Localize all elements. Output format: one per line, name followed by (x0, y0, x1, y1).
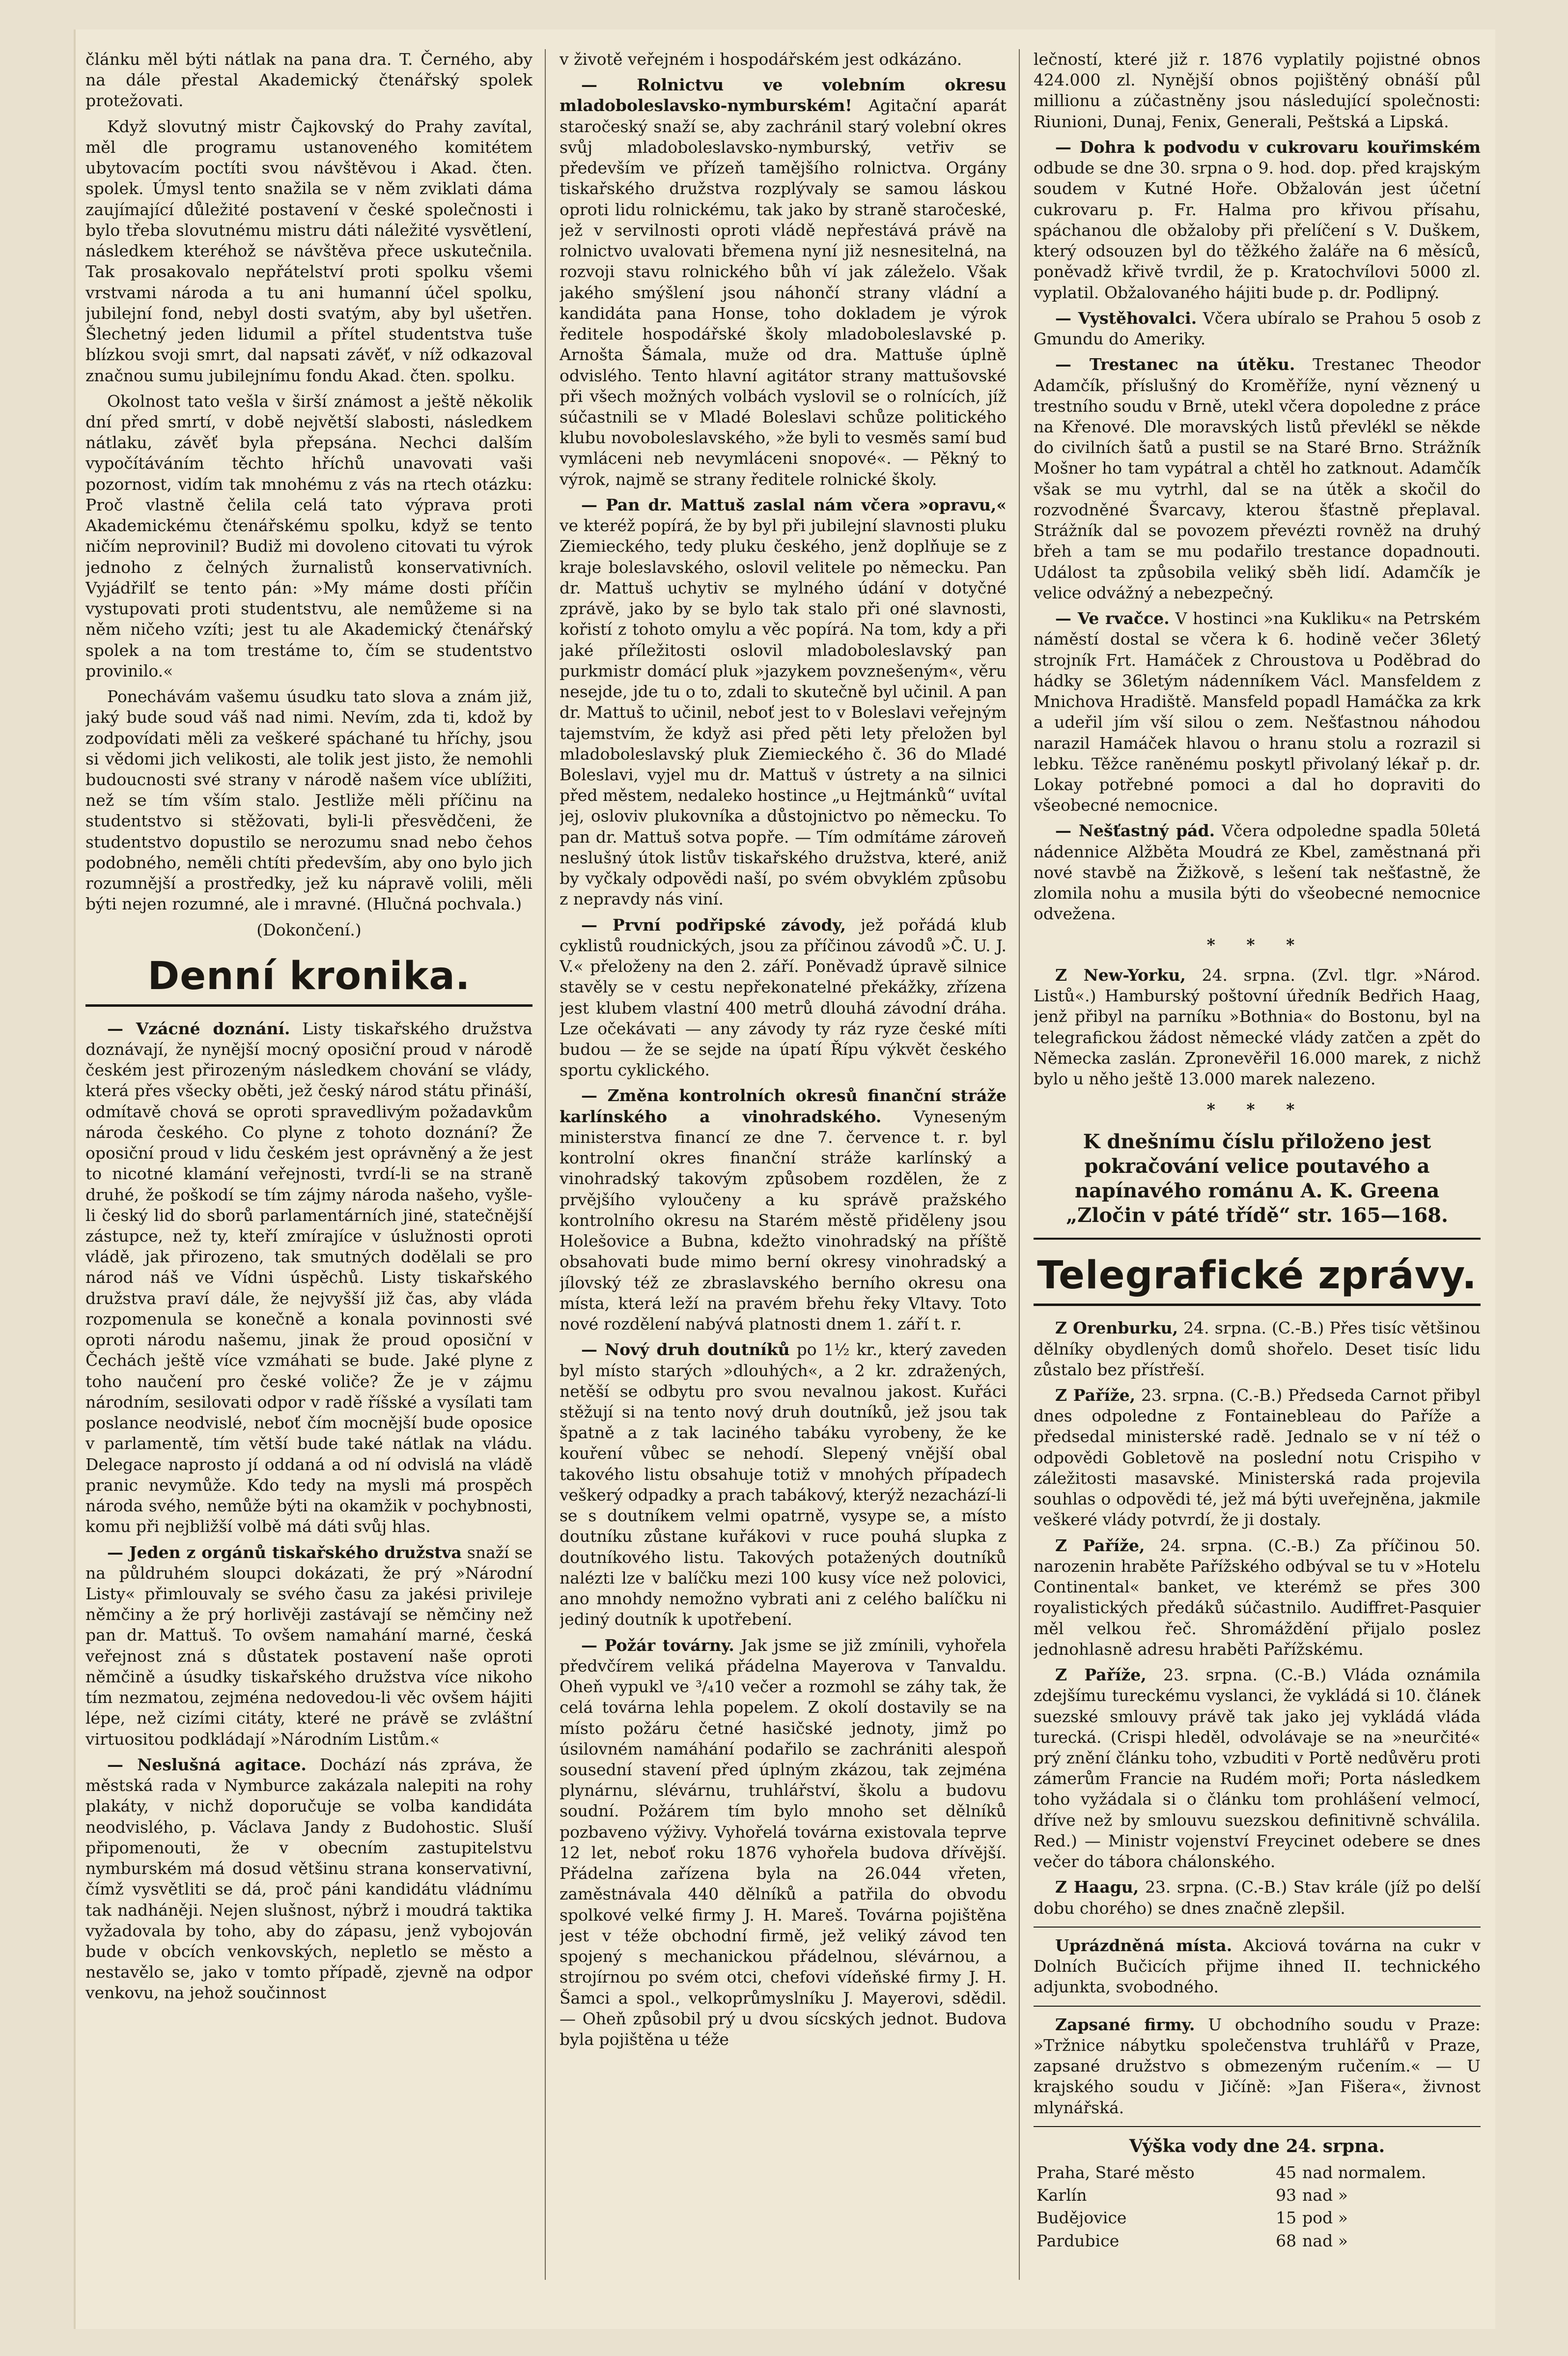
telegram-origin: Z Paříže, (1055, 1665, 1147, 1685)
telegram-body: 23. srpna. (C.-B.) Vláda oznámila zdejšímu tureckému vyslanci, že vykládá si 10. článek suezské smlouvy právě tak jako jej vykládá vláda turecká. (Crispi hleděl, odvolávaje se na »neurčité« prý znění článku toho, vzbuditi v Portě nedůvěru proti zámerům Francie na Rudém moři; Porta následkem toho vyžádala si o článku tom prohlášení velmocí, dříve než by smlouvu suezskou definitivně schválila. Red.) — Ministr vojenství Freycinet odebere se dnes večer do tábora chálonského. (1034, 1665, 1481, 1872)
news-headline: — Rolnictvu ve volebním okresu mladoboleslavsko-nymburském! (560, 75, 1007, 115)
news-item (85, 1019, 532, 1537)
section-title-denni-kronika: Denní kronika. (147, 954, 471, 998)
newspaper-page (74, 29, 1495, 2329)
telegram-body: 24. srpna. (C.-B.) Za příčinou 50. narozenin hraběte Pařížského odbýval se tu v »Hotelu Continental« banket, ve kterémž se přes 300 royalistických předáků súčastnilo. Audiffret-Pasquier měl velkou řeč. Shromáždění přijalo poslez jednohlasně adresu hraběti Pařížskému. (1034, 1535, 1481, 1659)
water-place: Pardubice (1036, 2231, 1120, 2250)
news-body: V hostinci »na Kukliku« na Petrském náměstí dostal se včera k 6. hodině večer 36letý strojník Frt. Hamáček z Chroustova u Poděbrad do hádky se 36letým nádenníkem Václ. Mansfeldem z Mnichova Hradiště. Mansfeld popadl Hamáčka za krk a udeřil jím vší silou o zem. Nešťastnou náhodou narazil Hamáček hlavou o hranu stolu a rozrazil si lebku. Těžce raněnému poskytl přivolaný lékař p. dr. Lokay potřebné pomoci a dal ho dopraviti do všeobecné nemocnice. (1034, 609, 1481, 815)
news-body: po 1½ kr., který zaveden byl místo starých »dlouhých«, a 2 kr. zdražených, netěší se odbytu pro svou nevalnou jakost. Kuřáci stěžují si na tento nový druh doutníků, jež jsou tak špatně a z tak laciného tabáku vyrobeny, že ke kouření vůbec se nehodí. Slepený vnější obal takového listu obsahuje totiž v mnohých případech veškerý odpadky a prach tabákový, kterýž nezachází-li se s doutníkem velmi opatrně, vysype se, a místo doutníku zůstane kuřákovi v ruce pouhá slupka z doutníkového listu. Takových potažených doutníků nalézti lze v balíčku mezi 100 kusy více než polovici, ano mnohdy nemožno vybrati ani z celého balíčku ni jediný doutník k upotřebení. (560, 1340, 1007, 1629)
column-rule (1019, 49, 1020, 2280)
water-note: nad » (1302, 2186, 1348, 2205)
news-item (1034, 965, 1481, 1089)
news-item (85, 1542, 532, 1750)
section-stars: * * * (1206, 1100, 1308, 1119)
paragraph: Okolnost tato vešla v širší známost a ještě několik dní před smrtí, v době největší slabosti, následkem nátlaku, závěť byla přepsána. Nechci dalším vypočítáváním těchto hříchů unavovati vaši pozornost, vidím tak mnohému z vás na rtech otázku: Proč vlastně čelila celá tato výprava proti Akademickému čtenářskému spolku, když se tento ničím neprovinil? Budiž mi dovoleno citovati tu výrok jednoho z čelných žurnalistů konservativních. Vyjádřilť se tento pán: »My máme dosti příčin vystupovati proti studentstvu, ale nemůžeme si na něm ničeho vzíti; jest tu ale Akademický čtenářský spolek a na tom trestáme to, čím se studentstvo provinilo.« (85, 391, 532, 681)
news-body: Vyneseným ministerstva financí ze dne 7. července t. r. byl kontrolní okres finanční stráže karlínský a vinohradský takovým způsobem rozdělen, že z prvějšího vyloučeny a ku správě pražského kontrolního okresu na Starém městě přiděleny jsou Holešovice a Bubna, kdežto vinohradský na příště obsahovati bude mimo berní okresy vinohradský a jílovský též ze zbraslavského berního okresu ona místa, která leží na pravém břehu řeky Vltavy. Toto nové rozdělení nabývá platnosti dnem 1. září t. r. (560, 1107, 1007, 1334)
news-headline: — Jeden z orgánů tiskařského družstva (107, 1542, 462, 1562)
water-note: nad » (1302, 2231, 1348, 2250)
news-item (1034, 308, 1481, 349)
telegram-item (1034, 1318, 1481, 1380)
classified-body: Akciová továrna na cukr v Dolních Bučicích přijme ihned II. technického adjunkta, svobodného. (1034, 1935, 1481, 1997)
water-level-table (1034, 2161, 1481, 2252)
news-item (560, 495, 1007, 910)
telegram-body: 24. srpna. (C.-B.) Přes tisíc většinou dělníky obydlených domů shořelo. Deset tisíc lidu zůstalo bez přístřeší. (1034, 1318, 1481, 1379)
news-item (560, 1085, 1007, 1334)
divider (1034, 1238, 1481, 1240)
classified-body: U obchodního soudu v Praze: »Tržnice nábytku společenstva truhlářů v Praze, zapsané družstvo s obmezeným ručením.« — U krajského soudu v Jičíně: »Jan Fišera«, živnost mlynářská. (1034, 2015, 1481, 2117)
classified-item (1034, 1935, 1481, 1998)
news-body: snaží se na půldruhém sloupci dokázati, že prý »Národní Listy« přimlouvaly se svého času za jakési privileje němčiny a že prý horlivěji zastávají se němčiny než pan dr. Mattuš. To ovšem namahání marné, česká veřejnost zná s důstatek postavení naše oproti němčině a úsudky tiskařského družstva více nikoho tím nezmatou, zejména nedovedou-li věc ovšem hájiti lépe, než cizími citáty, které ne právě se zvláštní virtuositou podkládají »Národním Listům.« (85, 1542, 532, 1749)
telegram-item (1034, 1535, 1481, 1660)
table-row (1034, 2230, 1481, 2252)
water-note: nad normalem. (1302, 2162, 1427, 2182)
news-body: odbude se dne 30. srpna o 9. hod. dop. před krajským soudem v Kutné Hoře. Obžalován jest účetní cukrovaru p. Fr. Halma pro křivou přísahu, spáchanou dle obžaloby při přelíčení s V. Duškem, který odsouzen byl do těžkého žaláře na 6 měsíců, poněvadž křivě tvrdil, že p. Kratochvílovi 5000 zl. vyplatil. Obžalovaného hájiti bude p. dr. Podlipný. (1034, 158, 1481, 302)
news-item (1034, 354, 1481, 603)
news-headline: — Nešťastný pád. (1055, 821, 1215, 841)
paragraph: Ponechávám vašemu úsudku tato slova a znám již, jaký bude soud váš nad nimi. Nevím, zda ti, kdož by zodpovídati měli za veškeré spáchané tu hříchy, jsou si vědomi jich velikosti, ale tolik jest jisto, že nemohli budoucnosti své strany v národě našem více ublížiti, než se tím vším stalo. Jestliže měli příčinu na studentstvo si stěžovati, byli-li přesvědčeni, že studentstvo dopustilo se nerozumu snad nebo čehos podobného, neměli chtíti především, aby ono bylo jich rozumnější a prostředky, jež ku nápravě volili, měli býti nejen rozumné, ale i mravné. (Hlučná pochvala.) (85, 687, 532, 914)
news-headline: — Ve rvačce. (1055, 609, 1170, 628)
classified-headline: Zapsané firmy. (1055, 2015, 1195, 2034)
news-body: Včera odpoledne spadla 50letá nádennice Alžběta Moudrá ze Kbel, zaměstnaná při nové stavbě na Žižkově, s lešení tak nešťastně, že zlomila nohu a musila býti do všeobecné nemocnice odvežena. (1034, 821, 1481, 924)
divider (1034, 2006, 1481, 2007)
news-body: Dochází nás zpráva, že městská rada v Nymburce zakázala nalepiti na rohy plakáty, v nichž doporučuje se volba kandidáta neodvislého, p. Václava Jandy z Budohostic. Sluší připomenouti, že v obecním zastupitelstvu nymburském má dosud většinu strana konservativní, čímž vysvětliti se dá, proč páni kandidátu vládnímu tak nadháněji. Nejen slušnost, nýbrž i moudrá taktika vyžadovala by toho, aby do zápasu, jenž vybojován bude v obcích venkovských, nepletlo se město a nestavělo se, jako v tomto případě, zjevně na odpor venkovu, na jehož součinnost (85, 1755, 532, 2003)
water-note: pod » (1302, 2208, 1348, 2228)
news-headline: — Vystěhovalci. (1055, 308, 1197, 328)
table-row (1034, 2161, 1481, 2184)
news-body: 24. srpna. (Zvl. tlgr. »Národ. Listů«.) Hamburský poštovní úředník Bedřich Haag, jenž přibyl na parníku »Bothnia« do Bostonu, byl na telegrafickou žádost německé vlády zatčen a zpět do Německa zaslán. Zpronevěřil 16.000 marek, z nichž bylo u něho ještě 13.000 marek nalezeno. (1034, 965, 1481, 1089)
telegram-item (1034, 1385, 1481, 1531)
water-place: Karlín (1036, 2186, 1087, 2205)
news-item (560, 1635, 1007, 2050)
news-item (560, 1339, 1007, 1630)
water-place: Budějovice (1036, 2208, 1127, 2228)
column-right (1034, 49, 1481, 2252)
telegram-item (1034, 1877, 1481, 1918)
news-headline: — Pan dr. Mattuš zaslal nám včera »opravu,« (581, 495, 1007, 514)
paragraph: v životě veřejném i hospodářském jest odkázáno. (560, 50, 962, 69)
news-body: Trestanec Theodor Adamčík, příslušný do Kroměříže, nyní věznený u trestního soudu v Brně, utekl včera dopoledne z práce na Křenové. Dle moravských listů převlékl se někde do civilních šatů a pustil se na Staré Brno. Strážník Mošner ho tam vypátral a chtěl ho zatknout. Adamčík však se mu vytrhl, dal se na útěk a skočil do rozvodněné Švarcavy, kterou šťastně přeplaval. Strážník dal se povozem převézti rovněž na druhý břeh a tam se mu podařilo trestance dopadnouti. Událost ta způsobila veliký sběh lidí. Adamčík je velice odvážný a nebezpečný. (1034, 355, 1481, 602)
news-headline: — Trestanec na útěku. (1055, 355, 1295, 374)
news-headline: — První podřipské závody, (581, 915, 846, 935)
paragraph: článku měl býti nátlak na pana dra. T. Černého, aby na dále přestal Akademický čtenářský spolek protežovati. (85, 50, 532, 111)
news-headline: — Dohra k podvodu v cukrovaru kouřimském (1055, 137, 1481, 157)
telegram-origin: Z Haagu, (1055, 1877, 1139, 1897)
water-value: 68 (1276, 2231, 1297, 2250)
news-item (1034, 137, 1481, 303)
continued-note: (Dokončení.) (256, 920, 362, 939)
divider (1034, 1927, 1481, 1928)
news-item (1034, 608, 1481, 816)
classified-headline: Uprázdněná místa. (1055, 1935, 1232, 1955)
section-stars: * * * (1206, 935, 1308, 954)
news-item (85, 1755, 532, 2004)
water-value: 93 (1276, 2186, 1297, 2205)
water-value: 15 (1276, 2208, 1297, 2228)
section-rule (85, 1004, 532, 1007)
water-level-heading: Výška vody dne 24. srpna. (1129, 2135, 1385, 2157)
paragraph: lečností, které již r. 1876 vyplatily pojistné obnos 424.000 zl. Nynější obnos pojištěný obnáší půl millionu a zúčastněny jsou následující společnosti: Riunioni, Dunaj, Fenix, Generali, Peštská a Lipská. (1034, 50, 1481, 131)
news-body: Jak jsme se již zmínili, vyhořela předvčírem veliká přádelna Mayerova v Tanvaldu. Oheň vypukl ve ³/₄10 večer a rozmohl se záhy tak, že celá továrna lehla popelem. Z okolí dostavily se na místo požáru četné hasičské jednoty, jimž po úsilovném namáhání podařilo se zachrániti alespoň sousední stavení před úplným zkázou, tak zejména plynárnu, slévárnu, truhlářství, školu a budovu soudní. Požárem tím bylo mnoho set dělníků pozbaveno výživy. Vyhořelá továrna existovala teprve 12 let, neboť roku 1876 vyhořela budova dřívější. Přádelna zařízena byla na 26.044 vřeten, zaměstnávala 440 dělníků a patřila do obvodu spolkové velké firmy J. H. Mareš. Továrna pojištěna jest v téže obchodní firmě, jež veliký závod ten spojený s mechanickou přádelnou, slévárnou, a strojírnou po svém otci, chefovi vídeňské firmy J. H. Šamci a spol., velkoprůmyslníku J. Mayerovi, sdědil. — Oheň způsobil prý u dvou sícských jednot. Budova byla pojištěna u téže (560, 1635, 1007, 2049)
column-left (85, 49, 532, 2009)
telegram-body: 23. srpna. (C.-B.) Stav krále (jíž po delší dobu chorého) se dnes značně zlepšil. (1034, 1877, 1481, 1918)
classified-item (1034, 2015, 1481, 2118)
water-place: Praha, Staré město (1036, 2162, 1195, 2182)
section-rule (1034, 1304, 1481, 1306)
column-rule (545, 49, 546, 2280)
table-row (1034, 2184, 1481, 2207)
news-headline: Z New-Yorku, (1055, 965, 1186, 985)
news-headline: — Požár továrny. (581, 1635, 734, 1655)
news-body: jež pořádá klub cyklistů roudnických, jsou za příčinou závodů »Č. U. J. V.« přeloženy na den 2. září. Poněvadž úpravě silnice stavěly se v cestu nepřekonatelné překážky, zřízena jest klubem vlastní 400 metrů dlouhá závodní dráha. Lze očekávati — any závody ty ráz ryze české míti budou — že se sejde na úpatí Řípu výkvět českého sportu cyklického. (560, 915, 1007, 1080)
news-item (560, 915, 1007, 1081)
news-item (560, 75, 1007, 490)
paragraph: Když slovutný mistr Čajkovský do Prahy zavítal, měl dle programu ustanoveného komitétem ubytovacím poctíti svou návštěvou i Akad. čten. spolek. Úmysl tento snažila se v něm zviklati dáma zaujímající důležité postavení v české společnosti i bylo třeba slovutnému mistru dáti náležité vysvětlení, následkem kteréhož se návštěva přece uskutečnila. Tak prosakovalo nepřátelství proti spolku všemi vrstvami národa a tu ani humanní účel spolku, jubilejní fond, nebyl dosti svatým, aby byl ušetřen. Šlechetný jeden lidumil a přítel studentstva tuše blízkou svoji smrt, dal napsati závěť, v níž odkazoval značnou sumu jubilejnímu fondu Akad. čten. spolku. (85, 116, 532, 385)
news-item (1034, 821, 1481, 924)
news-headline: — Vzácné doznání. (107, 1019, 290, 1038)
section-title-telegraficke-zpravy: Telegrafické zprávy. (1037, 1253, 1477, 1298)
divider (1034, 2126, 1481, 2127)
news-headline: — Neslušná agitace. (107, 1755, 307, 1774)
news-headline: — Změna kontrolních okresů finanční stráže karlínského a vinohradského. (560, 1086, 1007, 1126)
telegram-origin: Z Orenburku, (1055, 1318, 1178, 1338)
telegram-origin: Z Paříže, (1055, 1535, 1145, 1555)
news-headline: — Nový druh doutníků (581, 1340, 790, 1360)
table-row (1034, 2207, 1481, 2229)
news-body: Agitační aparát staročeský snaží se, aby zachránil starý volební okres svůj mladoboleslavsko-nymburský, vetřiv se především ve přízeň tamějšího rolnictva. Orgány tiskařského družstva rozplývaly se samou láskou oproti lidu rolnickému, tak jako by straně staročeské, jež v servilnosti oproti vládě nepřestává právě na rolnictvo uvalovati břemena nyní již nesnesitelná, na rozvoji stavu rolnického bůh ví jak záleželo. Však jakého smýšlení jsou náhončí strany vládní a kandidáta pana Honse, toho dokladem je výrok ředitele hospodářské školy mladoboleslavské p. Arnošta Šámala, muže od dra. Mattuše úplně odvislého. Tento hlavní agitátor strany mattušovské při všech možných volbách vyslovil se o rolnících, jíž súčastnili se v Mladé Boleslavi schůze politického klubu novoboleslavského, »že byli to vesměs samí bud vymláceni neb nevymláceni snopové«. — Pěkný to výrok, najmě se strany ředitele rolnické školy. (560, 96, 1007, 489)
news-body: ve kteréž popírá, že by byl při jubilejní slavnosti pluku Ziemieckého, tedy pluku českého, jenž doplňuje se z kraje boleslavského, oslovil velitele po německu. Pan dr. Mattuš uchytiv se mylného údání v dotyčné zprávě, jako by se bylo tak stalo při oné slavnosti, kořistí z tohoto omylu a věc popírá. Na tom, kdy a při jaké příležitosti oslovil mladoboleslavský pan purkmistr domácí pluk »jazykem povznešeným«, věru nesejde, jde tu o to, zdali to skutečně byl učinil. A pan dr. Mattuš to učinil, neboť jest to v Boleslavi veřejným tajemstvím, že když asi před pěti lety přeložen byl mladoboleslavský pluk Ziemieckého č. 36 do Mladé Boleslavi, vyjel mu dr. Mattuš v ústrety a na silnici před městem, nedaleko hostince „u Hejtmánků“ uvítal jej, osloviv plukovníka a důstojnictvo po německu. To pan dr. Mattuš sotva popře. — Tím odmítáme zároveň neslušný útok listův tiskařského družstva, které, aniž by vyčkaly odpovědi naší, po svém obvyklém způsobu z nepravdy nás viní. (560, 516, 1007, 909)
telegram-origin: Z Paříže, (1055, 1386, 1136, 1405)
supplement-notice: K dnešnímu číslu přiloženo jest pokračování velice poutavého a napínavého románu A. K. Greena „Zločin v páté třídě“ str. 165—168. (1066, 1130, 1448, 1227)
telegram-body: 23. srpna. (C.-B.) Předseda Carnot přibyl dnes odpoledne z Fontainebleau do Paříže a předsedal ministerské radě. Jednalo se v ní též o odpovědi Gobletově na poslední notu Crispiho v záležitosti masavské. Ministerská rada projevila souhlas o odpovědi té, jež má býti uveřejněna, jakmile veškeré vlády potvrdí, že ji dostaly. (1034, 1386, 1481, 1530)
column-middle (560, 49, 1007, 2055)
news-body: Listy tiskařského družstva doznávají, že nynější mocný oposiční proud v národě českém jest přirozeným následkem chování se vlády, která přes všecky oběti, jež český národ státu přináší, odmítavě chová se oproti spravedlivým požadavkům národa českého. Co plyne z tohoto doznání? Že oposiční proud v lidu českém jest oprávněný a že jest to nicotné klamání veřejnosti, tvrdí-li se na straně druhé, že poškodí se tím zájmy národa našeho, vyšle-li český lid do sborů parlamentárních jiné, statečnější zástupce, než ty, kteří zmírajíce v úslužnosti oproti vládě, jak přirozeno, tak smutných dodělali se pro národ náš ve Vídni úspěchů. Listy tiskařského družstva praví dále, že nejvyšší již čas, aby vláda rozpomenula se konečně a konala povinnosti své oproti národu našemu, jinak že proud oposiční v Čechách ještě více vzmáhati se bude. Jaké plyne z toho naučení pro české voliče? Že je v zájmu národním, sesilovati odpor v radě říšské a vysílati tam poslance neodvislé, neboť čím mocnější bude oposice v parlamentě, tím větší bude také nátlak na vládu. Delegace naprosto jí oddaná a od ní odvislá na vládě pranic nevymůže. Kdo tedy na mysli má prospěch národa svého, nemůže býti na okamžik v pochybnosti, komu při nejbližší volbě má dáti svůj hlas. (85, 1019, 532, 1536)
water-value: 45 (1276, 2162, 1297, 2182)
telegram-item (1034, 1665, 1481, 1872)
news-body: Včera ubíralo se Prahou 5 osob z Gmundu do Ameriky. (1034, 308, 1481, 349)
